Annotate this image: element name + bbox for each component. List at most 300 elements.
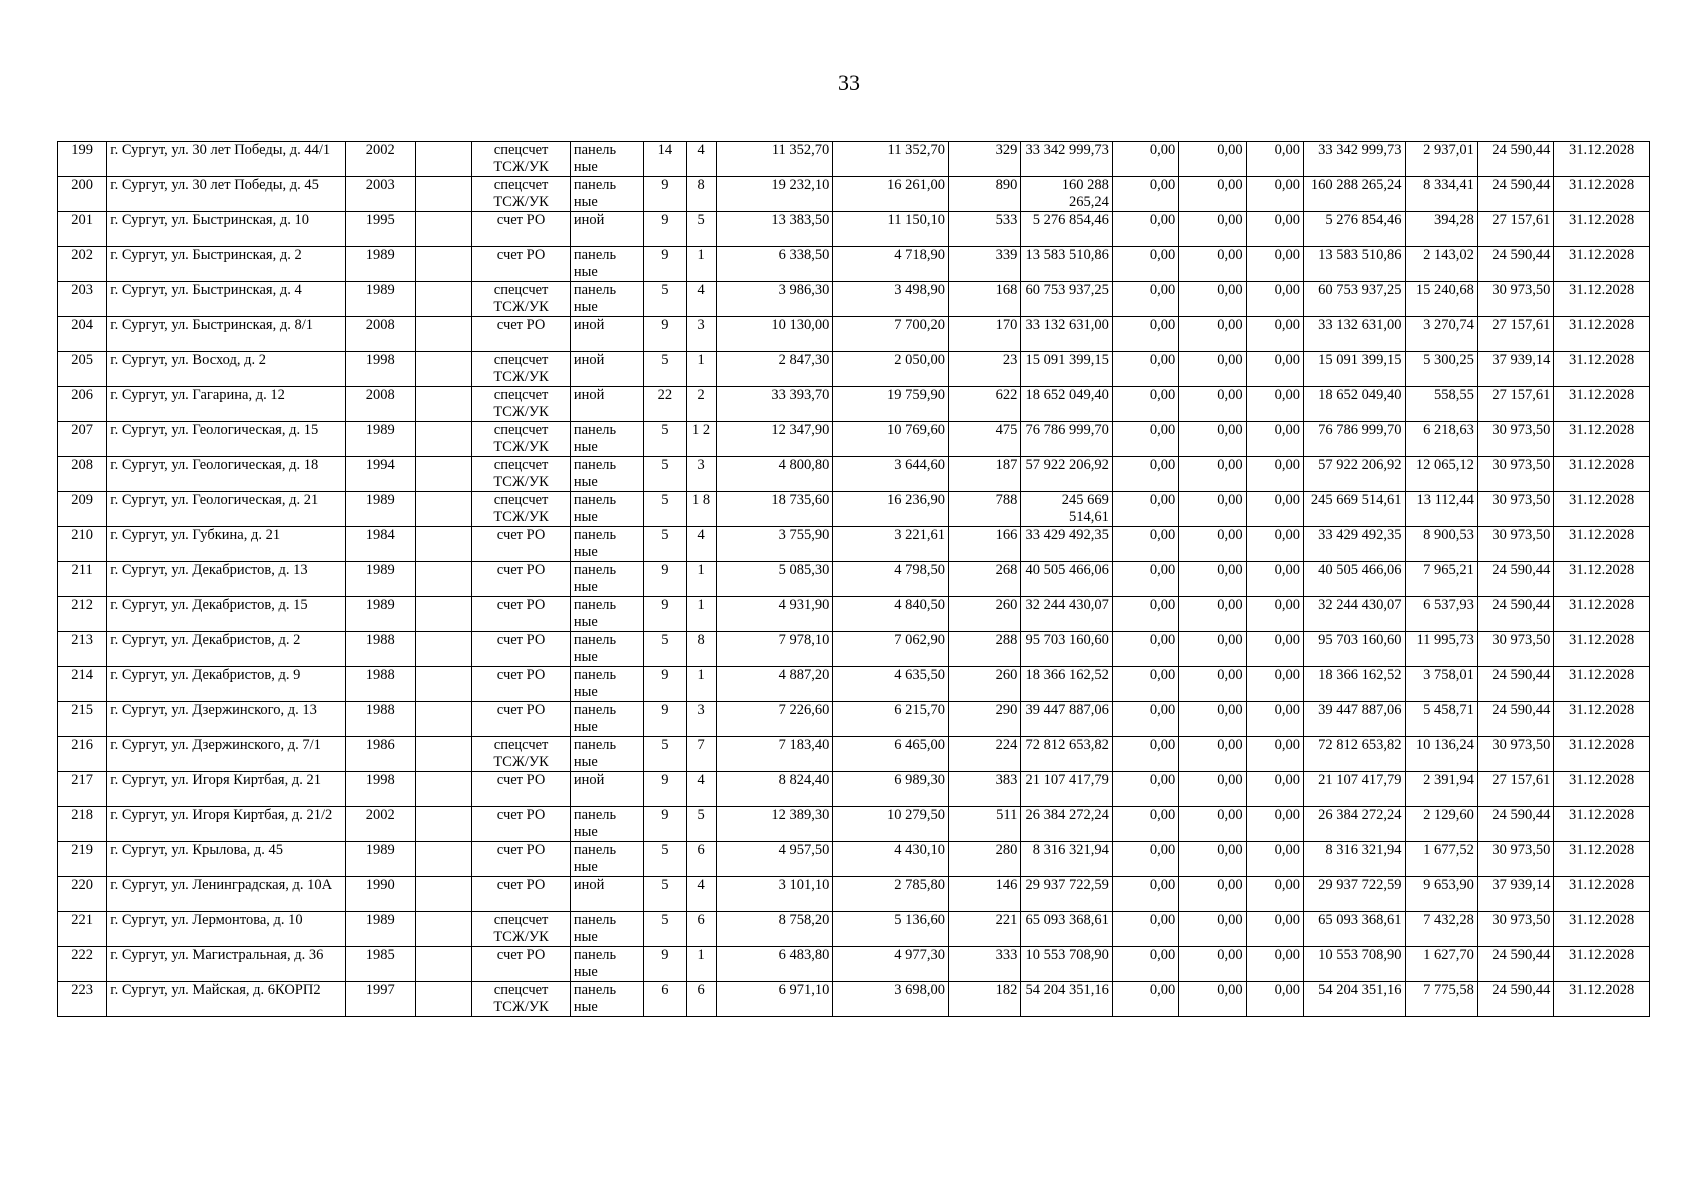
cell-fund-method: счет РО — [472, 597, 571, 632]
cell-living-area: 7 700,20 — [833, 317, 949, 352]
cell-wall-material: панель ные — [570, 247, 643, 282]
cell-address: г. Сургут, ул. Декабристов, д. 2 — [107, 632, 345, 667]
cell-cost-column-2: 0,00 — [1112, 282, 1178, 317]
cell-planned-completion-date: 31.12.2028 — [1554, 702, 1650, 737]
cell-cost-column-4: 0,00 — [1246, 352, 1303, 387]
cell-total-cost: 76 786 999,70 — [1021, 422, 1113, 457]
cell-floors: 5 — [644, 282, 686, 317]
cell-living-area: 2 785,80 — [833, 877, 949, 912]
cell-total-area: 3 101,10 — [716, 877, 833, 912]
cell-address: г. Сургут, ул. Крылова, д. 45 — [107, 842, 345, 877]
cell-cost-per-sqm: 7 775,58 — [1405, 982, 1477, 1017]
cell-total-cost: 60 753 937,25 — [1021, 282, 1113, 317]
cell-floors: 9 — [644, 562, 686, 597]
cell-cost-column-4: 0,00 — [1246, 387, 1303, 422]
cell-living-area: 3 498,90 — [833, 282, 949, 317]
cell-owners-funds: 33 132 631,00 — [1303, 317, 1405, 352]
cell-entrances: 1 — [686, 667, 716, 702]
cell-row-number: 223 — [58, 982, 107, 1017]
cell-address: г. Сургут, ул. Геологическая, д. 18 — [107, 457, 345, 492]
cell-fund-method: счет РО — [472, 247, 571, 282]
cell-limit-cost-per-sqm: 24 590,44 — [1477, 562, 1553, 597]
table-row — [58, 842, 1650, 877]
cell-limit-cost-per-sqm: 24 590,44 — [1477, 702, 1553, 737]
table-row — [58, 492, 1650, 527]
cell-residents: 187 — [948, 457, 1020, 492]
cell-cost-column-4: 0,00 — [1246, 457, 1303, 492]
cell-planned-completion-date: 31.12.2028 — [1554, 807, 1650, 842]
cell-floors: 9 — [644, 702, 686, 737]
cell-blank-column — [416, 982, 472, 1017]
cell-total-cost: 21 107 417,79 — [1021, 772, 1113, 807]
cell-row-number: 200 — [58, 177, 107, 212]
cell-total-area: 12 389,30 — [716, 807, 833, 842]
cell-cost-per-sqm: 7 432,28 — [1405, 912, 1477, 947]
cell-cost-per-sqm: 2 129,60 — [1405, 807, 1477, 842]
table-row — [58, 142, 1650, 177]
cell-blank-column — [416, 947, 472, 982]
cell-living-area: 5 136,60 — [833, 912, 949, 947]
cell-year-built: 2002 — [345, 142, 415, 177]
cell-fund-method: спецсчет ТСЖ/УК — [472, 737, 571, 772]
cell-blank-column — [416, 527, 472, 562]
cell-planned-completion-date: 31.12.2028 — [1554, 142, 1650, 177]
cell-living-area: 6 989,30 — [833, 772, 949, 807]
cell-residents: 268 — [948, 562, 1020, 597]
cell-blank-column — [416, 597, 472, 632]
cell-total-cost: 95 703 160,60 — [1021, 632, 1113, 667]
cell-floors: 5 — [644, 492, 686, 527]
cell-wall-material: иной — [570, 772, 643, 807]
cell-planned-completion-date: 31.12.2028 — [1554, 562, 1650, 597]
cell-planned-completion-date: 31.12.2028 — [1554, 422, 1650, 457]
cell-address: г. Сургут, ул. Игоря Киртбая, д. 21 — [107, 772, 345, 807]
cell-blank-column — [416, 422, 472, 457]
cell-total-cost: 18 366 162,52 — [1021, 667, 1113, 702]
cell-total-cost: 5 276 854,46 — [1021, 212, 1113, 247]
housing-registry-table — [57, 141, 1650, 1017]
cell-entrances: 8 — [686, 632, 716, 667]
table-row — [58, 177, 1650, 212]
table-row — [58, 317, 1650, 352]
cell-cost-column-3: 0,00 — [1179, 317, 1246, 352]
cell-cost-per-sqm: 558,55 — [1405, 387, 1477, 422]
cell-total-cost: 65 093 368,61 — [1021, 912, 1113, 947]
cell-total-area: 10 130,00 — [716, 317, 833, 352]
cell-address: г. Сургут, ул. Декабристов, д. 9 — [107, 667, 345, 702]
cell-cost-column-3: 0,00 — [1179, 737, 1246, 772]
cell-total-cost: 72 812 653,82 — [1021, 737, 1113, 772]
cell-cost-column-4: 0,00 — [1246, 982, 1303, 1017]
cell-cost-per-sqm: 3 270,74 — [1405, 317, 1477, 352]
cell-total-area: 4 931,90 — [716, 597, 833, 632]
cell-total-area: 6 483,80 — [716, 947, 833, 982]
cell-wall-material: панель ные — [570, 667, 643, 702]
cell-wall-material: панель ные — [570, 562, 643, 597]
cell-cost-per-sqm: 1 627,70 — [1405, 947, 1477, 982]
cell-cost-column-2: 0,00 — [1112, 422, 1178, 457]
cell-cost-column-4: 0,00 — [1246, 422, 1303, 457]
cell-limit-cost-per-sqm: 27 157,61 — [1477, 317, 1553, 352]
cell-total-cost: 54 204 351,16 — [1021, 982, 1113, 1017]
cell-row-number: 211 — [58, 562, 107, 597]
cell-living-area: 3 698,00 — [833, 982, 949, 1017]
cell-cost-column-3: 0,00 — [1179, 667, 1246, 702]
cell-total-area: 3 986,30 — [716, 282, 833, 317]
cell-total-area: 8 824,40 — [716, 772, 833, 807]
cell-total-area: 13 383,50 — [716, 212, 833, 247]
cell-address: г. Сургут, ул. Декабристов, д. 13 — [107, 562, 345, 597]
cell-planned-completion-date: 31.12.2028 — [1554, 912, 1650, 947]
cell-living-area: 6 215,70 — [833, 702, 949, 737]
table-row — [58, 247, 1650, 282]
cell-blank-column — [416, 282, 472, 317]
cell-address: г. Сургут, ул. Лермонтова, д. 10 — [107, 912, 345, 947]
cell-total-cost: 33 132 631,00 — [1021, 317, 1113, 352]
cell-blank-column — [416, 877, 472, 912]
cell-cost-per-sqm: 11 995,73 — [1405, 632, 1477, 667]
cell-owners-funds: 245 669 514,61 — [1303, 492, 1405, 527]
cell-wall-material: панель ные — [570, 527, 643, 562]
cell-cost-column-2: 0,00 — [1112, 597, 1178, 632]
cell-fund-method: счет РО — [472, 877, 571, 912]
cell-entrances: 1 8 — [686, 492, 716, 527]
cell-cost-column-4: 0,00 — [1246, 177, 1303, 212]
cell-owners-funds: 54 204 351,16 — [1303, 982, 1405, 1017]
cell-year-built: 1988 — [345, 702, 415, 737]
cell-entrances: 5 — [686, 807, 716, 842]
cell-row-number: 203 — [58, 282, 107, 317]
cell-owners-funds: 29 937 722,59 — [1303, 877, 1405, 912]
cell-floors: 5 — [644, 842, 686, 877]
cell-cost-column-4: 0,00 — [1246, 772, 1303, 807]
cell-floors: 9 — [644, 317, 686, 352]
cell-address: г. Сургут, ул. 30 лет Победы, д. 45 — [107, 177, 345, 212]
cell-address: г. Сургут, ул. Геологическая, д. 21 — [107, 492, 345, 527]
cell-year-built: 1988 — [345, 632, 415, 667]
cell-cost-column-4: 0,00 — [1246, 282, 1303, 317]
cell-cost-column-3: 0,00 — [1179, 177, 1246, 212]
cell-floors: 6 — [644, 982, 686, 1017]
cell-wall-material: панель ные — [570, 702, 643, 737]
cell-wall-material: панель ные — [570, 912, 643, 947]
cell-total-area: 12 347,90 — [716, 422, 833, 457]
cell-address: г. Сургут, ул. Губкина, д. 21 — [107, 527, 345, 562]
cell-cost-per-sqm: 394,28 — [1405, 212, 1477, 247]
cell-planned-completion-date: 31.12.2028 — [1554, 772, 1650, 807]
cell-entrances: 5 — [686, 212, 716, 247]
cell-fund-method: счет РО — [472, 632, 571, 667]
cell-cost-column-2: 0,00 — [1112, 632, 1178, 667]
cell-cost-column-4: 0,00 — [1246, 877, 1303, 912]
cell-owners-funds: 57 922 206,92 — [1303, 457, 1405, 492]
cell-cost-column-2: 0,00 — [1112, 667, 1178, 702]
cell-cost-column-2: 0,00 — [1112, 247, 1178, 282]
cell-entrances: 4 — [686, 282, 716, 317]
cell-entrances: 1 — [686, 247, 716, 282]
cell-total-area: 4 887,20 — [716, 667, 833, 702]
cell-address: г. Сургут, ул. Гагарина, д. 12 — [107, 387, 345, 422]
cell-year-built: 1997 — [345, 982, 415, 1017]
cell-row-number: 205 — [58, 352, 107, 387]
cell-residents: 383 — [948, 772, 1020, 807]
cell-owners-funds: 5 276 854,46 — [1303, 212, 1405, 247]
cell-cost-column-4: 0,00 — [1246, 912, 1303, 947]
cell-wall-material: иной — [570, 317, 643, 352]
cell-wall-material: панель ные — [570, 282, 643, 317]
cell-residents: 290 — [948, 702, 1020, 737]
cell-fund-method: счет РО — [472, 807, 571, 842]
cell-entrances: 4 — [686, 772, 716, 807]
cell-cost-column-4: 0,00 — [1246, 247, 1303, 282]
cell-living-area: 19 759,90 — [833, 387, 949, 422]
page-number: 33 — [838, 70, 860, 95]
cell-residents: 146 — [948, 877, 1020, 912]
cell-entrances: 4 — [686, 142, 716, 177]
cell-blank-column — [416, 247, 472, 282]
cell-address: г. Сургут, ул. Геологическая, д. 15 — [107, 422, 345, 457]
cell-cost-per-sqm: 10 136,24 — [1405, 737, 1477, 772]
cell-total-cost: 39 447 887,06 — [1021, 702, 1113, 737]
cell-cost-column-2: 0,00 — [1112, 212, 1178, 247]
cell-planned-completion-date: 31.12.2028 — [1554, 212, 1650, 247]
cell-entrances: 3 — [686, 457, 716, 492]
table-body — [58, 142, 1650, 1017]
cell-fund-method: счет РО — [472, 667, 571, 702]
cell-floors: 9 — [644, 667, 686, 702]
cell-total-cost: 160 288 265,24 — [1021, 177, 1113, 212]
cell-limit-cost-per-sqm: 30 973,50 — [1477, 912, 1553, 947]
cell-floors: 9 — [644, 597, 686, 632]
cell-planned-completion-date: 31.12.2028 — [1554, 982, 1650, 1017]
cell-blank-column — [416, 317, 472, 352]
cell-blank-column — [416, 912, 472, 947]
cell-blank-column — [416, 387, 472, 422]
cell-residents: 168 — [948, 282, 1020, 317]
cell-floors: 5 — [644, 912, 686, 947]
cell-cost-column-3: 0,00 — [1179, 422, 1246, 457]
table-row — [58, 877, 1650, 912]
cell-planned-completion-date: 31.12.2028 — [1554, 877, 1650, 912]
cell-entrances: 6 — [686, 982, 716, 1017]
cell-row-number: 219 — [58, 842, 107, 877]
cell-owners-funds: 18 652 049,40 — [1303, 387, 1405, 422]
cell-address: г. Сургут, ул. Быстринская, д. 10 — [107, 212, 345, 247]
cell-cost-column-2: 0,00 — [1112, 527, 1178, 562]
table-row — [58, 457, 1650, 492]
cell-cost-column-3: 0,00 — [1179, 807, 1246, 842]
table-row — [58, 597, 1650, 632]
cell-year-built: 1989 — [345, 842, 415, 877]
cell-total-area: 7 183,40 — [716, 737, 833, 772]
cell-cost-per-sqm: 12 065,12 — [1405, 457, 1477, 492]
cell-living-area: 7 062,90 — [833, 632, 949, 667]
cell-limit-cost-per-sqm: 24 590,44 — [1477, 247, 1553, 282]
cell-year-built: 1986 — [345, 737, 415, 772]
cell-planned-completion-date: 31.12.2028 — [1554, 282, 1650, 317]
cell-owners-funds: 26 384 272,24 — [1303, 807, 1405, 842]
cell-fund-method: счет РО — [472, 842, 571, 877]
cell-living-area: 16 261,00 — [833, 177, 949, 212]
cell-owners-funds: 18 366 162,52 — [1303, 667, 1405, 702]
table-row — [58, 982, 1650, 1017]
cell-row-number: 208 — [58, 457, 107, 492]
cell-floors: 5 — [644, 737, 686, 772]
cell-planned-completion-date: 31.12.2028 — [1554, 352, 1650, 387]
cell-year-built: 1985 — [345, 947, 415, 982]
cell-year-built: 1989 — [345, 247, 415, 282]
cell-residents: 890 — [948, 177, 1020, 212]
cell-cost-column-4: 0,00 — [1246, 667, 1303, 702]
cell-cost-column-4: 0,00 — [1246, 807, 1303, 842]
cell-residents: 788 — [948, 492, 1020, 527]
cell-living-area: 10 279,50 — [833, 807, 949, 842]
cell-wall-material: панель ные — [570, 807, 643, 842]
cell-living-area: 4 798,50 — [833, 562, 949, 597]
cell-floors: 5 — [644, 527, 686, 562]
cell-year-built: 1989 — [345, 912, 415, 947]
cell-planned-completion-date: 31.12.2028 — [1554, 527, 1650, 562]
table-row — [58, 667, 1650, 702]
cell-limit-cost-per-sqm: 30 973,50 — [1477, 492, 1553, 527]
table-row — [58, 352, 1650, 387]
cell-cost-column-3: 0,00 — [1179, 702, 1246, 737]
cell-total-cost: 13 583 510,86 — [1021, 247, 1113, 282]
cell-cost-per-sqm: 8 334,41 — [1405, 177, 1477, 212]
cell-blank-column — [416, 492, 472, 527]
cell-cost-column-3: 0,00 — [1179, 457, 1246, 492]
cell-wall-material: панель ные — [570, 142, 643, 177]
cell-year-built: 1989 — [345, 597, 415, 632]
cell-limit-cost-per-sqm: 24 590,44 — [1477, 597, 1553, 632]
cell-cost-column-3: 0,00 — [1179, 247, 1246, 282]
cell-fund-method: счет РО — [472, 772, 571, 807]
cell-cost-column-2: 0,00 — [1112, 877, 1178, 912]
cell-blank-column — [416, 632, 472, 667]
cell-residents: 182 — [948, 982, 1020, 1017]
cell-cost-column-3: 0,00 — [1179, 947, 1246, 982]
cell-blank-column — [416, 807, 472, 842]
cell-owners-funds: 13 583 510,86 — [1303, 247, 1405, 282]
cell-cost-column-2: 0,00 — [1112, 562, 1178, 597]
cell-year-built: 2008 — [345, 317, 415, 352]
cell-planned-completion-date: 31.12.2028 — [1554, 667, 1650, 702]
cell-planned-completion-date: 31.12.2028 — [1554, 842, 1650, 877]
cell-cost-per-sqm: 15 240,68 — [1405, 282, 1477, 317]
cell-residents: 260 — [948, 667, 1020, 702]
cell-cost-per-sqm: 1 677,52 — [1405, 842, 1477, 877]
cell-address: г. Сургут, ул. Майская, д. 6КОРП2 — [107, 982, 345, 1017]
table-row — [58, 282, 1650, 317]
cell-wall-material: иной — [570, 352, 643, 387]
cell-fund-method: счет РО — [472, 702, 571, 737]
cell-total-cost: 245 669 514,61 — [1021, 492, 1113, 527]
cell-living-area: 4 977,30 — [833, 947, 949, 982]
cell-residents: 166 — [948, 527, 1020, 562]
cell-residents: 339 — [948, 247, 1020, 282]
cell-total-area: 6 971,10 — [716, 982, 833, 1017]
cell-living-area: 3 644,60 — [833, 457, 949, 492]
cell-cost-per-sqm: 6 537,93 — [1405, 597, 1477, 632]
cell-year-built: 1994 — [345, 457, 415, 492]
cell-total-area: 11 352,70 — [716, 142, 833, 177]
cell-cost-column-3: 0,00 — [1179, 527, 1246, 562]
cell-row-number: 218 — [58, 807, 107, 842]
cell-cost-column-2: 0,00 — [1112, 492, 1178, 527]
cell-cost-per-sqm: 2 143,02 — [1405, 247, 1477, 282]
cell-entrances: 2 — [686, 387, 716, 422]
cell-cost-column-4: 0,00 — [1246, 737, 1303, 772]
cell-blank-column — [416, 177, 472, 212]
table-row — [58, 807, 1650, 842]
cell-floors: 9 — [644, 807, 686, 842]
cell-limit-cost-per-sqm: 30 973,50 — [1477, 737, 1553, 772]
cell-cost-column-4: 0,00 — [1246, 527, 1303, 562]
cell-cost-column-2: 0,00 — [1112, 982, 1178, 1017]
cell-row-number: 213 — [58, 632, 107, 667]
cell-wall-material: панель ные — [570, 947, 643, 982]
cell-fund-method: спецсчет ТСЖ/УК — [472, 142, 571, 177]
cell-year-built: 1998 — [345, 772, 415, 807]
cell-row-number: 217 — [58, 772, 107, 807]
cell-floors: 9 — [644, 247, 686, 282]
cell-cost-column-2: 0,00 — [1112, 457, 1178, 492]
cell-entrances: 4 — [686, 877, 716, 912]
cell-cost-column-3: 0,00 — [1179, 387, 1246, 422]
cell-year-built: 1989 — [345, 562, 415, 597]
cell-cost-column-3: 0,00 — [1179, 632, 1246, 667]
cell-limit-cost-per-sqm: 27 157,61 — [1477, 772, 1553, 807]
cell-residents: 260 — [948, 597, 1020, 632]
cell-row-number: 216 — [58, 737, 107, 772]
cell-total-area: 4 800,80 — [716, 457, 833, 492]
cell-row-number: 222 — [58, 947, 107, 982]
cell-fund-method: счет РО — [472, 562, 571, 597]
cell-total-area: 2 847,30 — [716, 352, 833, 387]
cell-limit-cost-per-sqm: 24 590,44 — [1477, 142, 1553, 177]
cell-planned-completion-date: 31.12.2028 — [1554, 492, 1650, 527]
cell-cost-per-sqm: 9 653,90 — [1405, 877, 1477, 912]
cell-cost-column-3: 0,00 — [1179, 912, 1246, 947]
cell-cost-column-3: 0,00 — [1179, 282, 1246, 317]
cell-wall-material: панель ные — [570, 422, 643, 457]
cell-limit-cost-per-sqm: 24 590,44 — [1477, 982, 1553, 1017]
cell-cost-column-3: 0,00 — [1179, 492, 1246, 527]
cell-wall-material: иной — [570, 212, 643, 247]
cell-living-area: 4 840,50 — [833, 597, 949, 632]
cell-cost-column-3: 0,00 — [1179, 877, 1246, 912]
cell-limit-cost-per-sqm: 30 973,50 — [1477, 842, 1553, 877]
cell-floors: 9 — [644, 177, 686, 212]
cell-living-area: 10 769,60 — [833, 422, 949, 457]
cell-fund-method: счет РО — [472, 212, 571, 247]
cell-cost-column-3: 0,00 — [1179, 597, 1246, 632]
cell-total-area: 8 758,20 — [716, 912, 833, 947]
cell-year-built: 1989 — [345, 282, 415, 317]
cell-limit-cost-per-sqm: 24 590,44 — [1477, 947, 1553, 982]
cell-cost-per-sqm: 2 391,94 — [1405, 772, 1477, 807]
cell-cost-per-sqm: 13 112,44 — [1405, 492, 1477, 527]
cell-limit-cost-per-sqm: 27 157,61 — [1477, 387, 1553, 422]
cell-planned-completion-date: 31.12.2028 — [1554, 947, 1650, 982]
cell-year-built: 2002 — [345, 807, 415, 842]
cell-residents: 288 — [948, 632, 1020, 667]
cell-planned-completion-date: 31.12.2028 — [1554, 317, 1650, 352]
cell-living-area: 11 150,10 — [833, 212, 949, 247]
cell-owners-funds: 39 447 887,06 — [1303, 702, 1405, 737]
cell-blank-column — [416, 142, 472, 177]
cell-total-cost: 40 505 466,06 — [1021, 562, 1113, 597]
